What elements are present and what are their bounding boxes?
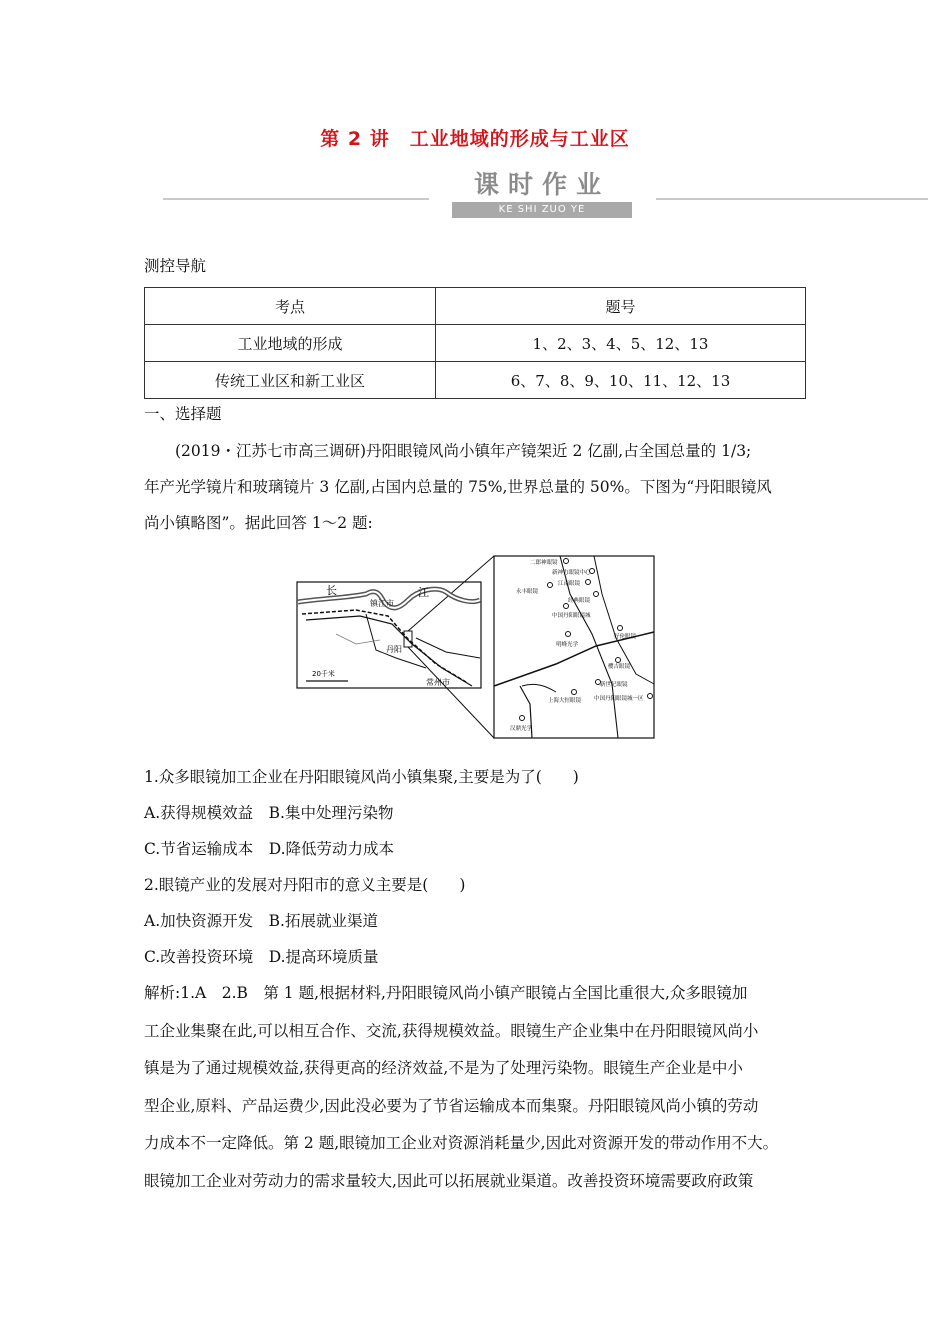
table-header-questions: 题号 — [436, 288, 806, 325]
table-cell-questions: 1、2、3、4、5、12、13 — [436, 325, 806, 362]
banner — [452, 168, 632, 218]
table-cell-topic: 工业地域的形成 — [145, 325, 436, 362]
map-place: 好伦眼镜 — [614, 634, 637, 640]
map-place: 二郎神眼镜 — [530, 560, 558, 566]
map-place: 明峰光学 — [556, 642, 579, 648]
section-heading: 一、选择题 — [144, 405, 222, 423]
analysis-block — [144, 975, 810, 1200]
analysis-line: 工企业集聚在此,可以相互合作、交流,获得规模效益。眼镜生产企业集中在丹阳眼镜风尚小 — [144, 1021, 759, 1040]
question-2: 2.眼镜产业的发展对丹阳市的意义主要是( ) — [144, 876, 466, 894]
lesson-title: 第 2 讲 工业地域的形成与工业区 — [320, 128, 630, 150]
table-row — [145, 325, 806, 362]
banner-right-rule — [656, 198, 928, 200]
map-label-river-1: 长 — [326, 584, 337, 597]
map-place: 新世纪眼镜 — [600, 682, 628, 688]
nav-table — [144, 287, 806, 399]
map-place: 新神力眼镜中心 — [552, 570, 591, 576]
map-place: 汉鼎光学 — [510, 726, 533, 732]
intro-line: (2019・江苏七市高三调研)丹阳眼镜风尚小镇年产镜架近 2 亿副,占全国总量的 1/3; — [175, 442, 752, 460]
map-label-danyang: 丹阳 — [386, 645, 402, 654]
table-header-topic: 考点 — [145, 288, 436, 325]
question-1-options-ab: A.获得规模效益 B.集中处理污染物 — [144, 804, 394, 822]
analysis-line: 解析:1.A 2.B 第 1 题,根据材料,丹阳眼镜风尚小镇产眼镜占全国比重很大,众多眼镜加 — [144, 984, 748, 1002]
nav-heading: 测控导航 — [144, 257, 207, 275]
table-cell-topic: 传统工业区和新工业区 — [145, 362, 436, 399]
question-1-options-cd: C.节省运输成本 D.降低劳动力成本 — [144, 840, 395, 858]
analysis-line: 眼镜加工企业对劳动力的需求量较大,因此可以拓展就业渠道。改善投资环境需要政府政策 — [144, 1171, 754, 1190]
map-place: 樱吉眼镜 — [608, 664, 631, 670]
table-header-row — [145, 288, 806, 325]
map-scale-label: 20千米 — [312, 670, 335, 678]
question-2-options-cd: C.改善投资环境 D.提高环境质量 — [144, 948, 379, 966]
intro-line: 年产光学镜片和玻璃镜片 3 亿副,占国内总量的 75%,世界总量的 50%。下图为“丹阳眼镜风 — [144, 478, 772, 496]
map-label-zhenjiang: 镇江市 — [370, 599, 394, 608]
map-place: 中国丹阳眼镜城 — [552, 613, 591, 619]
banner-title: 课时作业 — [473, 170, 610, 199]
map-place: 经典眼镜 — [568, 598, 591, 604]
analysis-line: 镇是为了通过规模效益,获得更高的经济效益,不是为了处理污染物。眼镜生产企业是中小 — [144, 1059, 743, 1077]
intro-line: 尚小镇略图”。据此回答 1～2 题: — [144, 514, 373, 532]
map-place: 中国丹阳眼镜城一区 — [594, 696, 644, 702]
map-place: 永丰眼镜 — [516, 589, 539, 595]
map-label-river-2: 江 — [418, 586, 429, 599]
table-cell-questions: 6、7、8、9、10、11、12、13 — [436, 362, 806, 399]
question-1: 1.众多眼镜加工企业在丹阳眼镜风尚小镇集聚,主要是为了( ) — [144, 768, 579, 786]
table-row — [145, 362, 806, 399]
banner-left-rule — [163, 198, 429, 200]
question-2-options-ab: A.加快资源开发 B.拓展就业渠道 — [144, 912, 378, 930]
banner-subtitle: KE SHI ZUO YE — [452, 202, 632, 218]
map-place: 上海大恒眼镜 — [548, 698, 582, 704]
analysis-line: 型企业,原料、产品运费少,因此没必要为了节省运输成本而集聚。丹阳眼镜风尚小镇的劳动 — [144, 1096, 759, 1115]
map-label-changzhou: 常州市 — [426, 678, 450, 687]
danyang-map-figure — [296, 554, 656, 740]
map-place: 江南眼镜 — [558, 581, 581, 587]
questions-block — [144, 759, 810, 975]
intro-paragraph — [144, 433, 810, 541]
analysis-line: 力成本不一定降低。第 2 题,眼镜加工企业对资源消耗量少,因此对资源开发的带动作用不大。 — [144, 1134, 779, 1152]
